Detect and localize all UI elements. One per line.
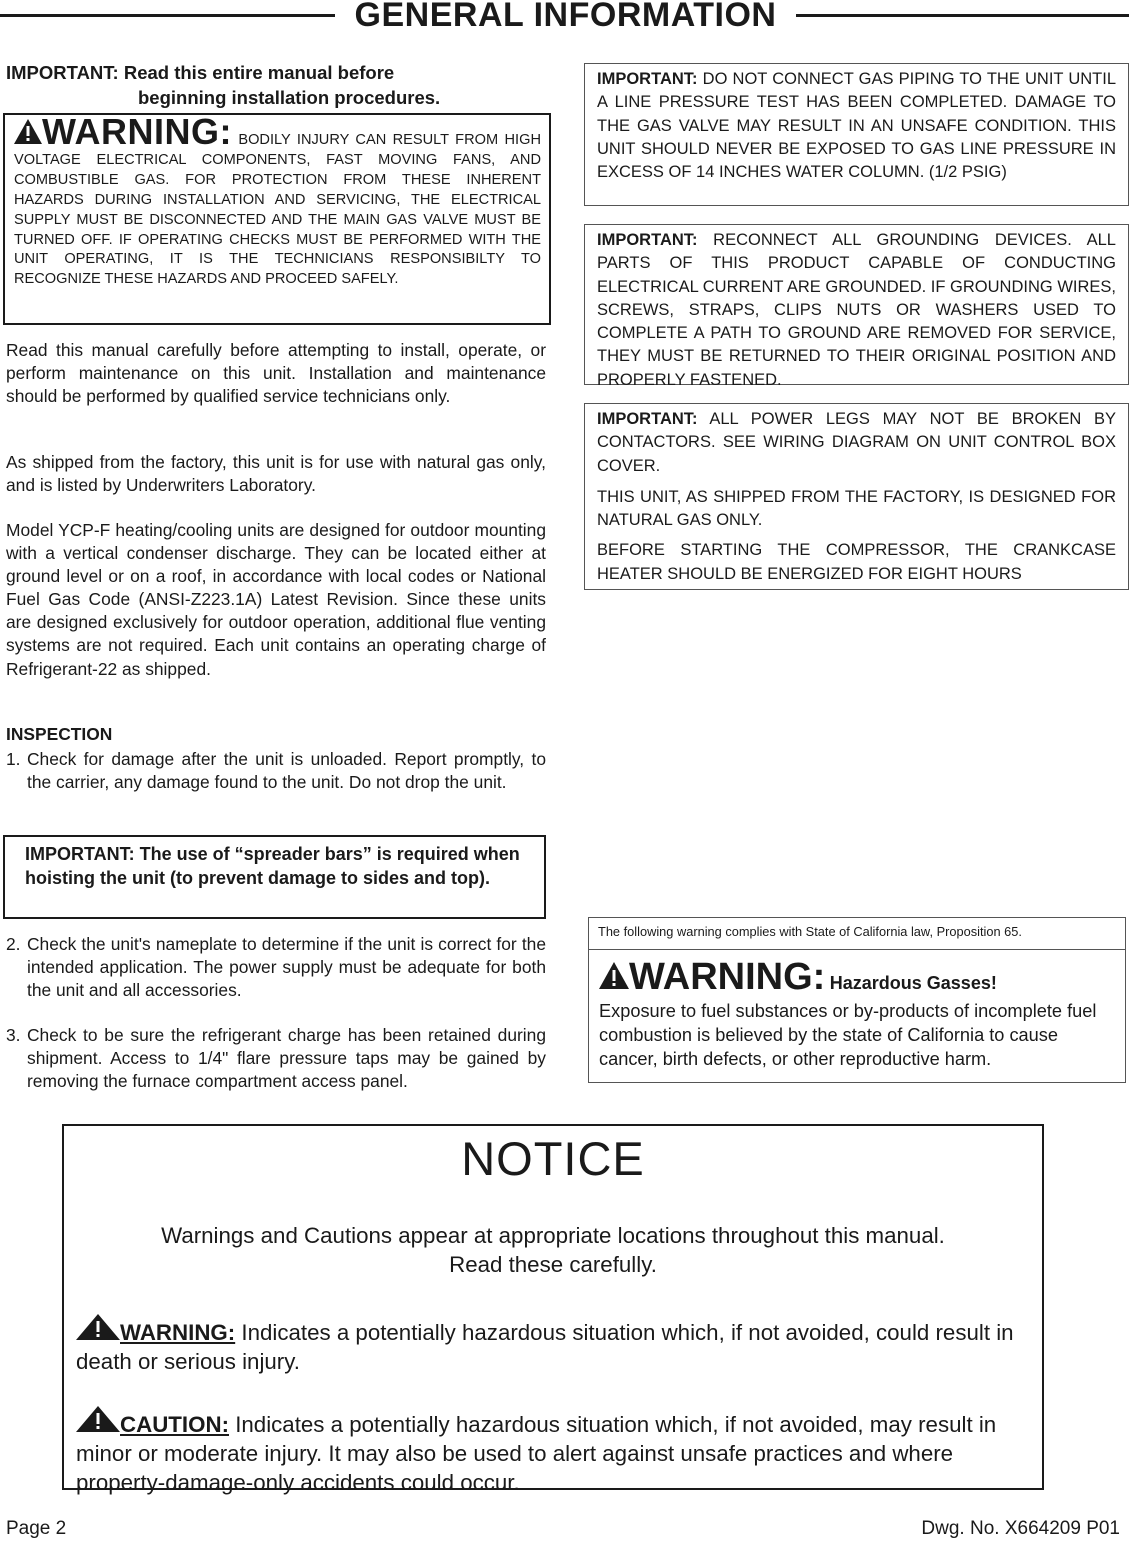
grounding-text: RECONNECT ALL GROUNDING DEVICES. ALL PARTS OF THIS PRODUCT CAPABLE OF CONDUCTING ELECTRICAL CURRENT ARE GROUNDED. IF GROUNDING WIRES, SCREWS, STRAPS, CLIPS NUTS OR WASHERS USED TO COMPLETE A PATH TO GROUND ARE REMOVED FOR SERVICE, THEY MUST BE RETURNED TO THEIR ORIGINAL POSITION AND PROPERLY FASTENED.: [597, 231, 1116, 389]
caution-definition-text: Indicates a potentially hazardous situation which, if not avoided, may result in minor or moderate injury. It may also be used to alert against unsafe practices and where property-damage-only accidents could occur.: [76, 1412, 997, 1495]
warning-triangle-icon: [76, 1314, 120, 1347]
prop65-intro: The following warning complies with State of California law, Proposition 65.: [589, 918, 1125, 950]
caution-keyword: CAUTION:: [120, 1412, 229, 1437]
warning-text: BODILY INJURY CAN RESULT FROM HIGH VOLTAGE ELECTRICAL COMPONENTS, FAST MOVING FANS, AND COMBUSTIBLE GAS. FOR PROTECTION FROM THESE INHERENT HAZARDS DURING INSTALLATION AND SERVICING, THE ELECTRICAL SUPPLY MUST BE DISCONNECTED AND THE MAIN GAS VALVE MUST BE TURNED OFF. IF OPERATING CHECKS MUST BE PERFORMED WITH THE UNIT OPERATING, IT IS THE TECHNICIANS RESPONSIBILTY TO RECOGNIZE THESE HAZARDS AND PROCEED SAFELY.: [14, 132, 541, 288]
list-number: 2.: [6, 934, 21, 954]
important-label: IMPORTANT:: [597, 410, 698, 428]
prop65-warning-box: [588, 917, 1126, 1083]
list-item: [6, 1024, 546, 1093]
list-text: Check to be sure the refrigerant charge has been retained during shipment. Access to 1/4" flare pressure taps may be gained by removing the furnace compartment access panel.: [27, 1025, 546, 1092]
page-number: Page 2: [6, 1518, 67, 1539]
power-legs-text: ALL POWER LEGS MAY NOT BE BROKEN BY CONTACTORS. SEE WIRING DIAGRAM ON UNIT CONTROL BOX COVER.: [597, 410, 1116, 475]
prop65-heading: [589, 950, 1125, 999]
warning-content: [14, 111, 541, 290]
caution-triangle-icon: [76, 1406, 120, 1439]
gas-piping-text: DO NOT CONNECT GAS PIPING TO THE UNIT UNTIL A LINE PRESSURE TEST HAS BEEN COMPLETED. DAMAGE TO THE GAS VALVE MAY RESULT IN AN UNSAFE CONDITION. THIS UNIT SHOULD NEVER BE EXPOSED TO GAS LINE PRESSURE IN EXCESS OF 14 INCHES WATER COLUMN. (1/2 PSIG): [597, 70, 1116, 182]
important-line-1: IMPORTANT: Read this entire manual before: [6, 62, 395, 83]
header-rule-right: [796, 14, 1129, 17]
drawing-number: Dwg. No. X664209 P01: [921, 1518, 1120, 1539]
list-text: Check the unit's nameplate to determine if the unit is correct for the intended application. The power supply must be adequate for both the unit and all accessories.: [27, 934, 546, 1001]
natural-gas-only-text: THIS UNIT, AS SHIPPED FROM THE FACTORY, IS DESIGNED FOR NATURAL GAS ONLY.: [597, 487, 1116, 530]
notice-subtitle-1: Warnings and Cautions appear at appropriate locations throughout this manual.: [161, 1223, 945, 1248]
warning-triangle-icon: [14, 119, 42, 151]
intro-paragraph: Read this manual carefully before attempting to install, operate, or perform maintenance on this unit. Installation and maintenance should be performed by qualified service technicians only.: [6, 340, 546, 407]
hazard-heading: Hazardous Gasses!: [829, 973, 997, 993]
important-label: IMPORTANT:: [597, 231, 698, 249]
list-text: Check for damage after the unit is unloaded. Report promptly, to the carrier, any damage found to the unit. Do not drop the unit.: [27, 749, 546, 793]
caution-definition: [64, 1406, 1042, 1497]
spreader-bars-note: IMPORTANT: The use of “spreader bars” is required when hoisting the unit (to prevent damage to sides and top).: [3, 835, 546, 919]
list-number: 1.: [6, 749, 21, 769]
header-rule-left: [0, 14, 335, 17]
prop65-text: Exposure to fuel substances or by-products of incomplete fuel combustion is believed by the state of California to cause cancer, birth defects, or other reproductive harm.: [599, 1001, 1097, 1069]
warning-word: WARNING:: [629, 956, 826, 998]
warning-triangle-icon: [599, 962, 629, 994]
gas-piping-box: [584, 63, 1129, 206]
grounding-box: [584, 224, 1129, 389]
model-paragraph: Model YCP-F heating/cooling units are designed for outdoor mounting with a vertical condenser discharge. They can be located either at ground level or on a roof, in accordance with local codes or National Fuel Gas Code (ANSI-Z223.1A) Latest Revision. Since these units are designed exclusively for outdoor operation, additional flue venting systems are not required. Each unit contains an operating charge of Refrigerant-22 as shipped.: [6, 520, 546, 679]
section-header: [0, 0, 1129, 40]
notice-title: NOTICE: [461, 1132, 645, 1185]
natural-gas-paragraph: As shipped from the factory, this unit is for use with natural gas only, and is listed by Underwriters Laboratory.: [6, 452, 546, 496]
power-legs-box: [584, 403, 1129, 590]
list-number: 3.: [6, 1025, 21, 1045]
notice-box: [62, 1124, 1044, 1495]
warning-definition-text: Indicates a potentially hazardous situation which, if not avoided, could result in death or serious injury.: [76, 1320, 1014, 1374]
important-label: IMPORTANT:: [597, 70, 698, 88]
important-read-manual: [6, 60, 546, 110]
page-title: GENERAL INFORMATION: [354, 0, 777, 34]
important-line-2: beginning installation procedures.: [138, 87, 441, 108]
inspection-title: INSPECTION: [6, 724, 113, 744]
crankcase-heater-text: BEFORE STARTING THE COMPRESSOR, THE CRANKCASE HEATER SHOULD BE ENERGIZED FOR EIGHT HOURS: [597, 541, 1116, 583]
list-item: [6, 933, 546, 1002]
warning-definition: [64, 1314, 1042, 1376]
notice-subtitle-2: Read these carefully.: [449, 1252, 657, 1277]
warning-keyword: WARNING:: [120, 1320, 236, 1345]
warning-box: [3, 113, 551, 325]
list-item: [6, 748, 546, 794]
warning-word: WARNING:: [42, 111, 232, 152]
